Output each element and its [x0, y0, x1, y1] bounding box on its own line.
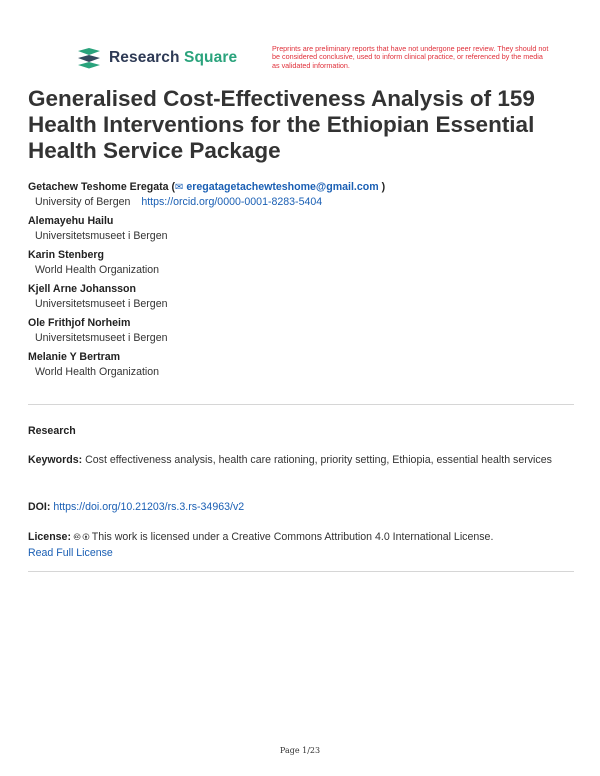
- corresponding-affiliation: [28, 194, 578, 214]
- read-full-license-link[interactable]: Read Full License: [28, 546, 113, 559]
- author-name: Ole Frithjof Norheim: [28, 317, 131, 329]
- author-affiliation: Universitetsmuseet i Bergen: [35, 298, 168, 310]
- paper-title: Generalised Cost-Effectiveness Analysis of 159 Health Interventions for the Ethiopian Essential Health Service Package: [28, 86, 535, 163]
- author-name: Kjell Arne Johansson: [28, 283, 136, 295]
- doi-link[interactable]: https://doi.org/10.21203/rs.3.rs-34963/v2: [53, 501, 245, 513]
- author-list: [28, 180, 578, 384]
- paren-open: (: [171, 181, 176, 193]
- brand-word-square: Square: [184, 49, 238, 66]
- license-text: This work is licensed under a Creative Commons Attribution 4.0 International License.: [91, 531, 494, 543]
- keywords-label: Keywords:: [28, 454, 83, 466]
- paren-close: ): [381, 181, 386, 193]
- author-affiliation: Universitetsmuseet i Bergen: [35, 230, 168, 242]
- article-type: [28, 424, 574, 440]
- envelope-icon: ✉: [175, 182, 184, 193]
- keywords-text: Cost effectiveness analysis, health care rationing, priority setting, Ethiopia, essential health services: [85, 454, 552, 466]
- affiliation-text: University of Bergen: [35, 196, 131, 208]
- divider: [28, 571, 574, 572]
- research-square-logo[interactable]: [76, 47, 237, 69]
- brand-name: [109, 49, 237, 67]
- doi-label: DOI:: [28, 501, 51, 513]
- creative-commons-icon: 🅭 🅯: [73, 532, 90, 543]
- author-affiliation: World Health Organization: [35, 366, 160, 378]
- license: [28, 530, 574, 561]
- license-label: License:: [28, 531, 71, 543]
- author-name: Melanie Y Bertram: [28, 351, 121, 363]
- preprint-notice: Preprints are preliminary reports that have not undergone peer review. They should not be considered conclusive, used to inform clinical practice, or referenced by the media as validated information.: [272, 44, 549, 70]
- author-affiliation: World Health Organization: [35, 264, 160, 276]
- author-name: Getachew Teshome Eregata: [28, 181, 169, 193]
- corresponding-author: [28, 180, 578, 194]
- author-name: Alemayehu Hailu: [28, 215, 114, 227]
- doi: [28, 500, 574, 516]
- author-name: Karin Stenberg: [28, 249, 104, 261]
- orcid-link[interactable]: https://orcid.org/0000-0001-8283-5404: [141, 196, 323, 208]
- divider: [28, 404, 574, 405]
- article-type-label: Research: [28, 425, 76, 437]
- keywords: [28, 453, 574, 469]
- author-affiliation: Universitetsmuseet i Bergen: [35, 332, 168, 344]
- page-number: Page 1/23: [279, 746, 321, 755]
- author-email-link[interactable]: eregatagetachewteshome@gmail.com: [186, 181, 379, 193]
- research-square-logo-icon: [76, 47, 102, 69]
- brand-word-research: Research: [109, 49, 180, 66]
